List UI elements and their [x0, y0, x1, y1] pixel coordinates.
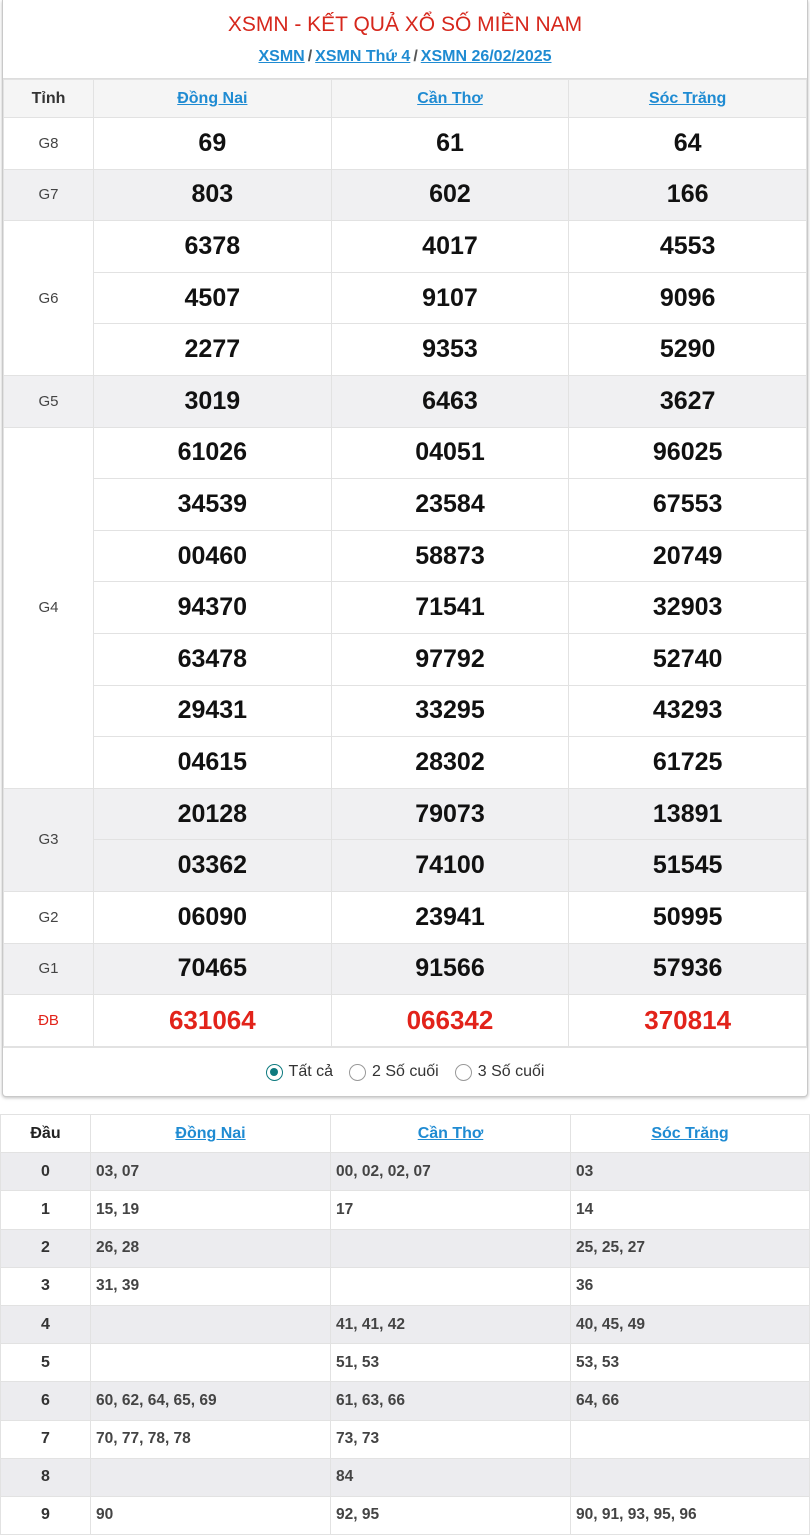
prize-number: 9107 [331, 272, 569, 324]
prize-label: G2 [4, 891, 94, 943]
loto-values: 26, 28 [91, 1229, 331, 1267]
prize-number: 20749 [569, 530, 807, 582]
loto-row [1, 1267, 810, 1305]
loto-row [1, 1229, 810, 1267]
prize-number: 5290 [569, 324, 807, 376]
loto-values [571, 1458, 810, 1496]
loto-values [91, 1305, 331, 1343]
prize-number: 91566 [331, 943, 569, 995]
head-digit-header: Đầu [1, 1115, 91, 1153]
prize-number: 79073 [331, 788, 569, 840]
breadcrumb-separator: / [413, 48, 418, 65]
province-link-soc-trang[interactable]: Sóc Trăng [648, 89, 727, 107]
loto-values: 31, 39 [91, 1267, 331, 1305]
head-digit: 7 [1, 1420, 91, 1458]
filter-option[interactable] [266, 1063, 333, 1081]
prize-number: 9353 [331, 324, 569, 376]
prize-row [4, 582, 807, 634]
filter-option-label: Tất cả [288, 1063, 334, 1081]
head-digit: 4 [1, 1305, 91, 1343]
loto-values: 73, 73 [331, 1420, 571, 1458]
prize-label: G7 [4, 169, 94, 221]
prize-number: 61 [331, 118, 569, 170]
loto-header-row [1, 1115, 810, 1153]
province-link-can-tho[interactable]: Cần Thơ [417, 89, 483, 107]
loto-values: 90 [91, 1496, 331, 1534]
breadcrumb-weekday[interactable]: XSMN Thứ 4 [315, 48, 411, 65]
prize-number: 06090 [94, 891, 332, 943]
prize-row [4, 272, 807, 324]
prize-number: 43293 [569, 685, 807, 737]
prize-row [4, 995, 807, 1047]
prize-number: 6463 [331, 375, 569, 427]
loto-values: 90, 91, 93, 95, 96 [571, 1496, 810, 1534]
prize-row [4, 788, 807, 840]
prize-number: 34539 [94, 479, 332, 531]
breadcrumb-date[interactable]: XSMN 26/02/2025 [420, 48, 552, 65]
breadcrumb [3, 47, 807, 67]
prize-number: 69 [94, 118, 332, 170]
head-digit: 3 [1, 1267, 91, 1305]
prize-number: 64 [569, 118, 807, 170]
filter-option[interactable] [455, 1063, 545, 1081]
prize-number: 57936 [569, 943, 807, 995]
prize-number: 23584 [331, 479, 569, 531]
prize-number: 52740 [569, 633, 807, 685]
prize-row [4, 840, 807, 892]
province-header [331, 80, 569, 118]
loto-row [1, 1458, 810, 1496]
prize-number: 67553 [569, 479, 807, 531]
loto-table [0, 1114, 810, 1535]
loto-values: 03 [571, 1153, 810, 1191]
loto-values: 40, 45, 49 [571, 1305, 810, 1343]
prize-number: 4553 [569, 221, 807, 273]
special-prize-number: 631064 [94, 995, 332, 1047]
prize-number: 602 [331, 169, 569, 221]
loto-values: 00, 02, 02, 07 [331, 1153, 571, 1191]
loto-values: 61, 63, 66 [331, 1382, 571, 1420]
digit-filter [3, 1047, 807, 1097]
prize-number: 3019 [94, 375, 332, 427]
loto-values: 51, 53 [331, 1344, 571, 1382]
loto-row [1, 1153, 810, 1191]
prize-row [4, 375, 807, 427]
loto-row [1, 1496, 810, 1534]
province-link-dong-nai[interactable]: Đồng Nai [177, 89, 248, 107]
filter-option-label: 2 Số cuối [372, 1063, 439, 1081]
prize-number: 28302 [331, 737, 569, 789]
prize-row [4, 530, 807, 582]
filter-option[interactable] [349, 1063, 439, 1081]
head-digit: 6 [1, 1382, 91, 1420]
prize-number: 33295 [331, 685, 569, 737]
prize-row [4, 169, 807, 221]
prize-number: 29431 [94, 685, 332, 737]
loto-values [91, 1458, 331, 1496]
loto-row [1, 1382, 810, 1420]
loto-values [331, 1229, 571, 1267]
province-header [91, 1115, 331, 1153]
loto-values: 70, 77, 78, 78 [91, 1420, 331, 1458]
loto-values: 15, 19 [91, 1191, 331, 1229]
breadcrumb-separator: / [307, 48, 313, 65]
head-digit: 2 [1, 1229, 91, 1267]
prize-number: 9096 [569, 272, 807, 324]
prize-number: 61725 [569, 737, 807, 789]
prize-number: 04051 [331, 427, 569, 479]
loto-values [571, 1420, 810, 1458]
loto-values: 64, 66 [571, 1382, 810, 1420]
prize-number: 2277 [94, 324, 332, 376]
loto-values: 53, 53 [571, 1344, 810, 1382]
loto-row [1, 1305, 810, 1343]
province-link-dong-nai[interactable]: Đồng Nai [175, 1124, 246, 1142]
head-digit: 1 [1, 1191, 91, 1229]
prize-number: 13891 [569, 788, 807, 840]
loto-values: 41, 41, 42 [331, 1305, 571, 1343]
province-link-soc-trang[interactable]: Sóc Trăng [651, 1124, 729, 1142]
prize-number: 32903 [569, 582, 807, 634]
prize-number: 00460 [94, 530, 332, 582]
prize-number: 63478 [94, 633, 332, 685]
loto-values [91, 1344, 331, 1382]
loto-values: 84 [331, 1458, 571, 1496]
prize-label: G5 [4, 375, 94, 427]
radio-icon[interactable] [455, 1064, 472, 1081]
breadcrumb-xsmn[interactable]: XSMN [258, 48, 305, 65]
loto-values: 14 [571, 1191, 810, 1229]
prize-number: 03362 [94, 840, 332, 892]
province-link-can-tho[interactable]: Cần Thơ [417, 1124, 484, 1142]
prize-number: 3627 [569, 375, 807, 427]
prize-row [4, 118, 807, 170]
prize-row [4, 737, 807, 789]
prize-number: 74100 [331, 840, 569, 892]
prize-number: 51545 [569, 840, 807, 892]
results-header [3, 0, 807, 79]
page-title: XSMN - KẾT QUẢ XỔ SỐ MIỀN NAM [227, 13, 583, 36]
loto-row [1, 1420, 810, 1458]
loto-values: 25, 25, 27 [571, 1229, 810, 1267]
prize-label: G3 [4, 788, 94, 891]
province-label-header: Tỉnh [4, 80, 94, 118]
results-header-row [4, 80, 807, 118]
radio-icon[interactable] [266, 1064, 283, 1081]
loto-values: 03, 07 [91, 1153, 331, 1191]
province-header [94, 80, 332, 118]
province-header [331, 1115, 571, 1153]
special-prize-number: 066342 [331, 995, 569, 1047]
prize-number: 4507 [94, 272, 332, 324]
prize-number: 20128 [94, 788, 332, 840]
head-digit: 8 [1, 1458, 91, 1496]
prize-row [4, 891, 807, 943]
prize-number: 50995 [569, 891, 807, 943]
prize-number: 23941 [331, 891, 569, 943]
prize-number: 61026 [94, 427, 332, 479]
loto-values: 36 [571, 1267, 810, 1305]
prize-label: ĐB [4, 995, 94, 1047]
prize-number: 04615 [94, 737, 332, 789]
prize-number: 94370 [94, 582, 332, 634]
prize-number: 803 [94, 169, 332, 221]
prize-row [4, 943, 807, 995]
loto-row [1, 1344, 810, 1382]
prize-row [4, 324, 807, 376]
prize-row [4, 221, 807, 273]
province-header [571, 1115, 810, 1153]
prize-number: 97792 [331, 633, 569, 685]
prize-number: 6378 [94, 221, 332, 273]
prize-row [4, 685, 807, 737]
prize-number: 96025 [569, 427, 807, 479]
head-digit: 9 [1, 1496, 91, 1534]
head-digit: 5 [1, 1344, 91, 1382]
loto-values [331, 1267, 571, 1305]
province-header [569, 80, 807, 118]
results-table [3, 79, 807, 1047]
prize-number: 70465 [94, 943, 332, 995]
loto-row [1, 1191, 810, 1229]
loto-values: 60, 62, 64, 65, 69 [91, 1382, 331, 1420]
head-digit: 0 [1, 1153, 91, 1191]
prize-number: 58873 [331, 530, 569, 582]
prize-label: G6 [4, 221, 94, 376]
radio-icon[interactable] [349, 1064, 366, 1081]
loto-values: 17 [331, 1191, 571, 1229]
prize-row [4, 427, 807, 479]
prize-row [4, 479, 807, 531]
prize-row [4, 633, 807, 685]
special-prize-number: 370814 [569, 995, 807, 1047]
prize-label: G8 [4, 118, 94, 170]
prize-number: 4017 [331, 221, 569, 273]
prize-label: G1 [4, 943, 94, 995]
prize-number: 71541 [331, 582, 569, 634]
filter-option-label: 3 Số cuối [477, 1063, 545, 1081]
prize-label: G4 [4, 427, 94, 788]
prize-number: 166 [569, 169, 807, 221]
loto-values: 92, 95 [331, 1496, 571, 1534]
results-card [2, 0, 808, 1097]
